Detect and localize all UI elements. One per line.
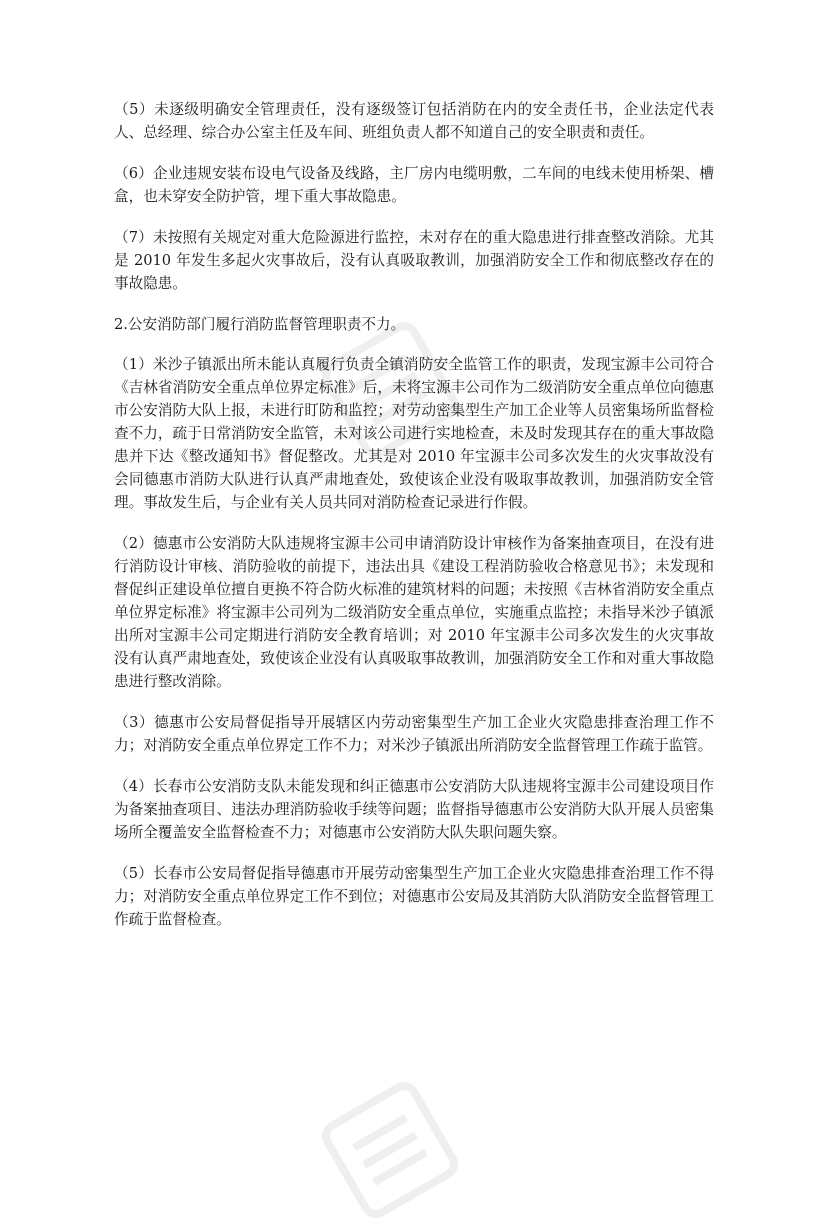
paragraph-item-7: （7）未按照有关规定对重大危险源进行监控，未对存在的重大隐患进行排查整改消除。尤其是 2010 年发生多起火灾事故后，没有认真吸取教训，加强消防安全工作和彻底整改存在的事故隐患。 (114, 229, 714, 292)
paragraph-police-2: （2）德惠市公安消防大队违规将宝源丰公司申请消防设计审核作为备案抽查项目，在没有进行消防设计审核、消防验收的前提下，违法出具《建设工程消防验收合格意见书》；未发现和督促纠正建设单位擅自更换不符合防火标准的建筑材料的问题；未按照《吉林省消防安全重点单位界定标准》将宝源丰公司列为二级消防安全重点单位，实施重点监控；未指导米沙子镇派出所对宝源丰公司定期进行消防安全教育培训；对 2010 年宝源丰公司多次发生的火灾事故没有认真严肃地查处，致使该企业没有认真吸取事故教训，加强消防安全工作和对重大事故隐患进行整改消除。 (114, 535, 714, 690)
paragraph-item-6: （6）企业违规安装布设电气设备及线路，主厂房内电缆明敷，二车间的电线未使用桥架、槽盒，也未穿安全防护管，埋下重大事故隐患。 (114, 165, 714, 205)
paragraph-item-5: （5）未逐级明确安全管理责任，没有逐级签订包括消防在内的安全责任书，企业法定代表人、总经理、综合办公室主任及车间、班组负责人都不知道自己的安全职责和责任。 (114, 101, 714, 141)
paragraph-police-5: （5）长春市公安局督促指导德惠市开展劳动密集型生产加工企业火灾隐患排查治理工作不得力；对消防安全重点单位界定工作不到位；对德惠市公安局及其消防大队消防安全监督管理工作疏于监督检查。 (114, 865, 714, 928)
paragraph-police-4: （4）长春市公安消防支队未能发现和纠正德惠市公安消防大队违规将宝源丰公司建设项目作为备案抽查项目、违法办理消防验收手续等问题；监督指导德惠市公安消防大队开展人员密集场所全覆盖安全监督检查不力；对德惠市公安消防大队失职问题失察。 (114, 778, 714, 841)
document-body (114, 98, 714, 949)
watermark-icon (308, 1068, 472, 1232)
paragraph-police-1: （1）米沙子镇派出所未能认真履行负责全镇消防安全监管工作的职责，发现宝源丰公司符合《吉林省消防安全重点单位界定标准》后，未将宝源丰公司作为二级消防安全重点单位向德惠市公安消防大队上报，未进行盯防和监控；对劳动密集型生产加工企业等人员密集场所监督检查不力，疏于日常消防安全监管，未对该公司进行实地检查，未及时发现其存在的重大事故隐患并下达《整改通知书》督促整改。尤其是对 2010 年宝源丰公司多次发生的火灾事故没有会同德惠市消防大队进行认真严肃地查处，致使该企业没有吸取事故教训，加强消防安全管理。事故发生后，与企业有关人员共同对消防检查记录进行作假。 (114, 356, 714, 511)
section-heading: 2.公安消防部门履行消防监督管理职责不力。 (114, 316, 406, 333)
paragraph-police-3: （3）德惠市公安局督促指导开展辖区内劳动密集型生产加工企业火灾隐患排查治理工作不力；对消防安全重点单位界定工作不力；对米沙子镇派出所消防安全监督管理工作疏于监管。 (114, 714, 714, 754)
